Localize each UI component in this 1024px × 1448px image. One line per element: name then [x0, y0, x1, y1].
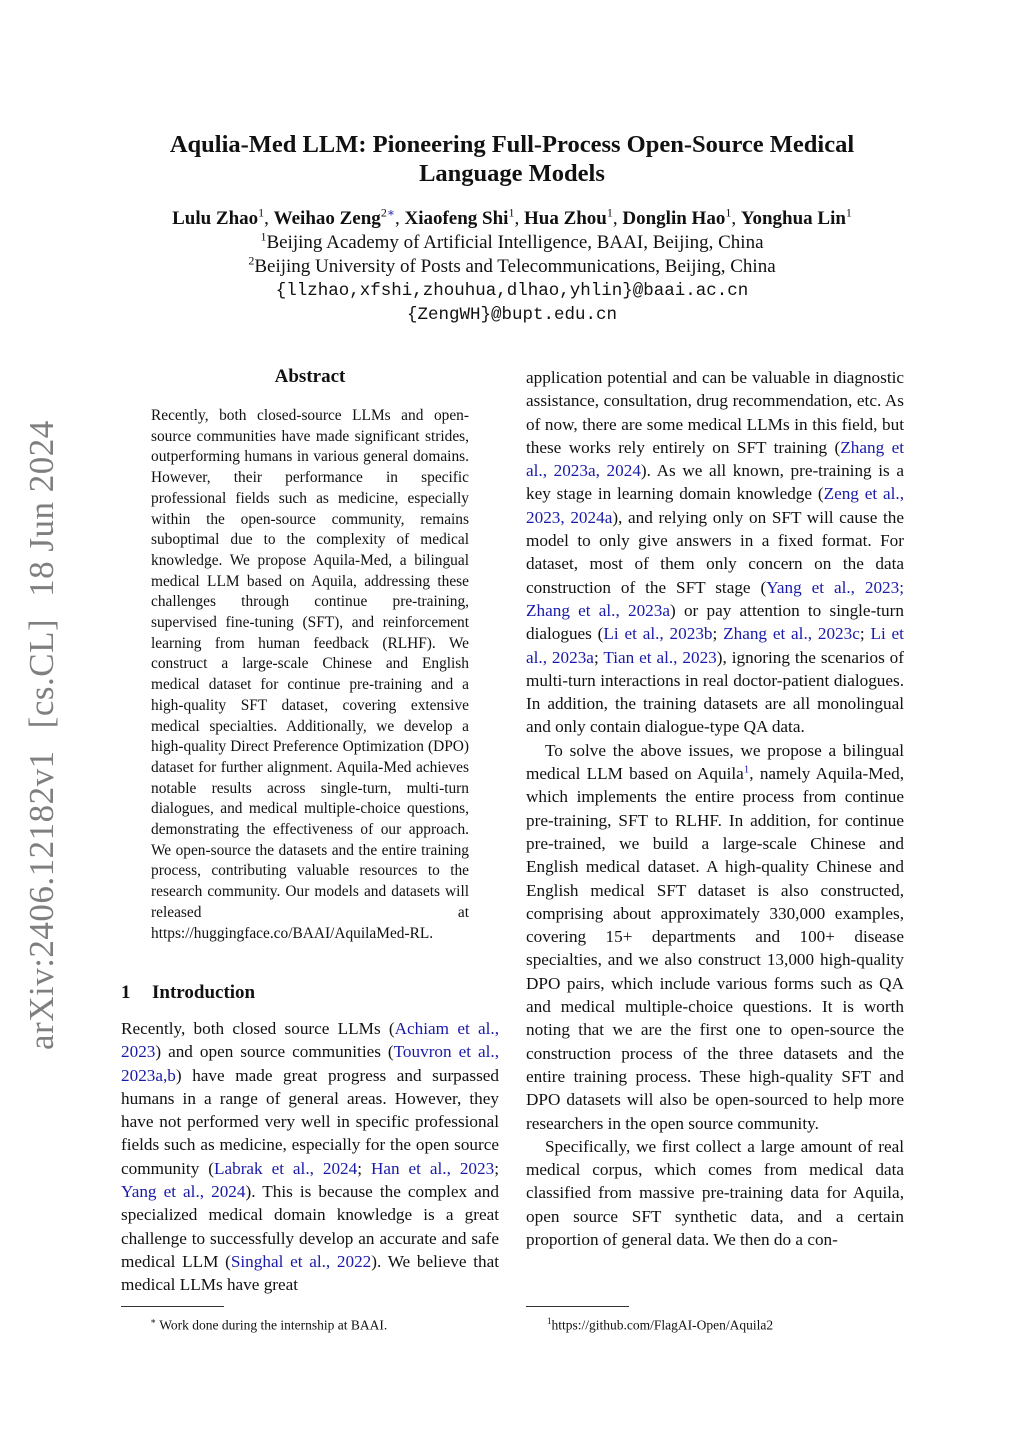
citation-link[interactable]: Li et al., 2023b — [603, 624, 713, 644]
intro-paragraph-4: Specifically, we first collect a large amount of real medical corpus, which comes from medical data classified from massive pre-training data for Aquila, open source SFT synthetic data, and a certain proportion of general data. We then do a con- — [526, 1136, 904, 1249]
affiliation-2: $^2$Beijing University of Posts and Telecommunications, Beijing, China — [248, 253, 776, 277]
intro-left-column — [121, 1017, 499, 1297]
paper-title — [120, 130, 904, 188]
abstract-text: Recently, both closed-source LLMs and open-source communities have made significant strides, outperforming humans in various general domains. However, their performance in specific professional fields such as medicine, especially within the open-source community, remains suboptimal due to the complexity of medical knowledge. We propose Aquila-Med, a bilingual medical LLM based on Aquila, addressing these challenges through continue pre-training, supervised fine-tuning (SFT), and reinforcement learning from human feedback (RLHF). We construct a large-scale Chinese and English medical dataset for continue pre-training and a high-quality SFT dataset, covering extensive medical specialties. Additionally, we develop a high-quality Direct Preference Optimization (DPO) dataset for further alignment. Aquila-Med achieves notable results across single-turn, multi-turn dialogues, and medical multiple-choice questions, demonstrating the effectiveness of our approach. We open-source the datasets and the entire training process, contributing valuable resources to the research community. Our models and datasets will released at https://huggingface.co/BAAI/AquilaMed-RL. — [151, 407, 469, 942]
intro-paragraph-3: To solve the above issues, we propose a bilingual medical LLM based on Aquila$^1$, namely Aquila-Med, which implements the entire process from continue pre-training, SFT to RLHF. In addition, for continue pre-trained, we build a large-scale Chinese and English medical dataset. A high-quality Chinese and English medical SFT dataset is also constructed, comprising about approximately 330,000 examples, covering 15+ departments and 100+ disease specialties, and we also construct 13,000 high-quality DPO pairs, which include various forms such as QA and medical multiple-choice questions. It is worth noting that we are the first one to open-source the construction process of the three datasets and the entire training process. These high-quality SFT and DPO datasets will also be open-sourced to help more researchers in the open source community. — [526, 740, 904, 1133]
footnote-right: $^1$https://github.com/FlagAI-Open/Aquila2 — [547, 1316, 774, 1333]
author-list: Lulu Zhao$^1$, Weihao Zeng$^{2∗}$, Xiaofeng Shi$^1$, Hua Zhou$^1$, Donglin Hao$^1$, Yonghua Lin$^1$ — [172, 205, 852, 229]
title-line-1: Aqulia-Med LLM: Pioneering Full-Process Open-Source Medical — [169, 131, 855, 158]
author-name: Weihao Zeng — [273, 208, 381, 229]
citation-link[interactable]: Yang et al., 2024 — [121, 1182, 246, 1202]
citation-link[interactable]: Li et al., 2023a — [526, 624, 904, 667]
author-name: Hua Zhou — [523, 208, 607, 229]
author-name: Lulu Zhao — [172, 208, 259, 229]
citation-link[interactable]: Han et al., 2023 — [370, 1158, 495, 1178]
arxiv-date: 18 Jun 2024 — [22, 420, 61, 597]
footnote-url[interactable]: https://github.com/FlagAI-Open/Aquila2 — [551, 1317, 774, 1333]
citation-link[interactable]: Achiam et al., 2023 — [121, 1019, 499, 1062]
intro-paragraph-1: Recently, both closed source LLMs (Achiam et al., 2023) and open source communities (Touvron et al., 2023a,b) have made great progress and surpassed humans in a range of general areas. However, they have not performed very well in specific professional fields such as medicine, especially for the open source community (Labrak et al., 2024; Han et al., 2023; Yang et al., 2024). This is because the complex and specialized medical domain knowledge is a great challenge to successfully develop an accurate and safe medical LLM (Singhal et al., 2022). We believe that medical LLMs have great — [121, 1019, 500, 1295]
intro-paragraph-2: application potential and can be valuable in diagnostic assistance, consultation, drug recommendation, etc. As of now, there are some medical LLMs in this field, but these works rely entirely on SFT training (Zhang et al., 2023a, 2024). As we all known, pre-training is a key stage in learning domain knowledge (Zeng et al., 2023, 2024a), and relying only on SFT will cause the model to only give answers in a fixed format. For dataset, most of them only concern on the data construction of the SFT stage (Yang et al., 2023; Zhang et al., 2023a) or pay attention to single-turn dialogues (Li et al., 2023b; Zhang et al., 2023c; Li et al., 2023a; Tian et al., 2023), ignoring the scenarios of multi-turn interactions in real doctor-patient dialogues. In addition, the training datasets are all monolingual and only contain dialogue-type QA data. — [526, 368, 905, 737]
intro-right-column — [526, 366, 904, 1251]
arxiv-sidebar — [22, 420, 62, 1050]
abstract-heading: Abstract — [274, 366, 346, 387]
section-title: Introduction — [152, 982, 256, 1003]
citation-link[interactable]: Labrak et al., 2024 — [213, 1158, 358, 1178]
author-name: Yonghua Lin — [740, 208, 846, 229]
citation-link[interactable]: Zhang et al., 2023c — [723, 624, 860, 644]
author-block — [100, 207, 924, 327]
author-name: Xiaofeng Shi — [404, 208, 509, 229]
citation-link[interactable]: Tian et al., 2023 — [603, 647, 717, 667]
footnote-left: ∗ Work done during the internship at BAAI. — [150, 1316, 388, 1333]
email-1: {llzhao,xfshi,zhouhua,dlhao,yhlin}@baai.ac.cn — [275, 281, 749, 301]
section-heading-introduction — [121, 982, 255, 1004]
section-number: 1 — [121, 982, 131, 1003]
title-line-2: Language Models — [419, 160, 605, 187]
citation-link[interactable]: Zeng et al., 2023, 2024a — [526, 484, 904, 527]
arxiv-id: arXiv:2406.12182v1 — [22, 750, 61, 1050]
author-name: Donglin Hao — [622, 208, 726, 229]
citation-link[interactable]: Zhang et al., 2023a, 2024 — [526, 437, 904, 481]
affiliation-1: $^1$Beijing Academy of Artificial Intelligence, BAAI, Beijing, China — [260, 229, 764, 253]
citation-link[interactable]: Touvron et al., 2023a,b — [121, 1042, 499, 1085]
citation-link[interactable]: Singhal et al., 2022 — [230, 1251, 372, 1271]
arxiv-category: [cs.CL] — [22, 618, 61, 729]
footnote-rule-left — [121, 1306, 224, 1307]
equal-contribution-mark[interactable]: ∗ — [386, 205, 395, 220]
citation-link[interactable]: Yang et al., 2023; Zhang et al., 2023a — [526, 577, 905, 620]
email-2: {ZengWH}@bupt.edu.cn — [406, 305, 618, 325]
footnote-rule-right — [526, 1306, 629, 1307]
footnote-link[interactable]: 1 — [743, 763, 750, 776]
